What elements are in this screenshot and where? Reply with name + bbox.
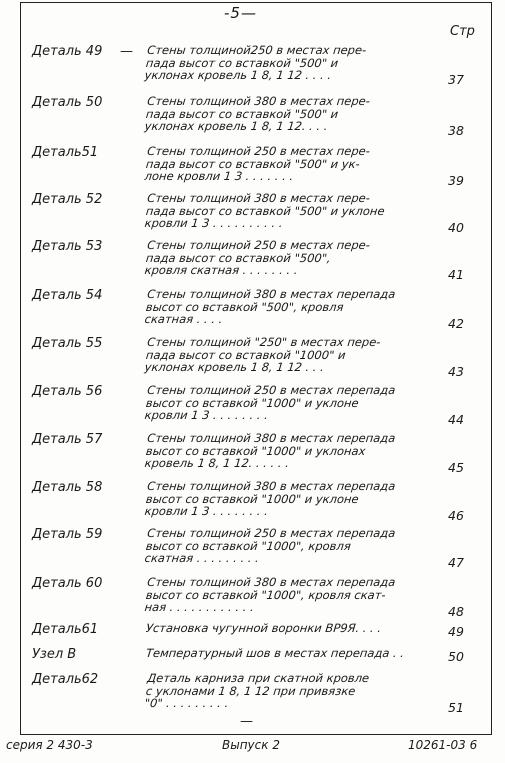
description-line: высот со вставкой "1000", кровля [145,538,352,553]
description-line: Стены толщиной 250 в местах перепада [146,526,397,540]
entry-label: Деталь 57 [32,432,103,447]
entry-description [144,672,438,710]
description-line: кровли 1 3 . . . . . . . . [143,504,269,518]
description-line: Стены толщиной 380 в местах перепада [146,431,397,445]
description-line: кровли 1 3 . . . . . . . . . . [143,216,284,230]
description-line: Деталь карниза при скатной кровле [146,671,370,685]
entry-page-number: 51 [448,700,464,715]
entry-label: Деталь 54 [32,288,103,303]
description-line: Стены толщиной "250" в местах пере- [146,335,382,349]
entry-label: Деталь 58 [32,480,103,495]
entry-page-number: 37 [448,72,464,87]
entry-description [144,576,438,614]
entry-label: Деталь 56 [32,384,103,399]
entry-page-number: 40 [448,220,464,235]
entry-description [144,145,438,183]
description-line: пада высот со вставкой "500", [145,250,332,265]
description-line: пада высот со вставкой "500" и уклоне [145,203,386,218]
entry-description [144,288,438,326]
description-line: кровля скатная . . . . . . . . [143,263,299,277]
page-column-header: Стр [450,24,475,39]
entry-description [144,192,438,230]
description-line: лоне кровли 1 3 . . . . . . . [143,169,295,183]
entry-description [144,44,438,82]
entry-label: Деталь 59 [32,527,103,542]
entry-page-number: 45 [448,460,464,475]
end-mark: — [240,714,253,729]
entry-page-number: 44 [448,412,464,427]
entry-page-number: 42 [448,316,464,331]
description-line: кровли 1 3 . . . . . . . . [143,408,269,422]
entry-description [144,527,438,565]
description-line: Стены толщиной 380 в местах перепада [146,479,397,493]
entry-label: Деталь 50 [32,95,103,110]
entry-page-number: 41 [448,267,464,282]
entry-page-number: 38 [448,123,464,138]
entry-description [145,622,436,635]
entry-label: Узел В [32,647,77,662]
description-line: Температурный шов в местах перепада . . [145,646,405,660]
footer-series: серия 2 430-3 [6,738,93,752]
entry-description [144,95,438,133]
entry-label: Деталь51 [32,145,99,160]
description-line: Стены толщиной 250 в местах пере- [146,238,371,252]
entry-label: Деталь62 [32,672,99,687]
entry-page-number: 47 [448,555,464,570]
description-line: высот со вставкой "1000" и уклонах [145,443,367,458]
description-line: Стены толщиной250 в местах пере- [146,43,367,57]
description-line: Стены толщиной 250 в местах пере- [146,144,371,158]
description-line: с уклонами 1 8, 1 12 при привязке [145,683,357,698]
description-line: пада высот со вставкой "500" и [145,55,339,70]
entry-page-number: 48 [448,604,464,619]
description-line: высот со вставкой "500", кровля [145,299,345,314]
entry-dash: — [120,44,133,59]
entry-label: Деталь 53 [32,239,103,254]
description-line: пада высот со вставкой "1000" и [145,347,347,362]
entry-description [145,647,436,660]
description-line: Стены толщиной 380 в местах пере- [146,191,371,205]
description-line: Стены толщиной 380 в местах перепада [146,287,397,301]
entry-label: Деталь61 [32,622,99,637]
entry-description [144,480,438,518]
description-line: уклонах кровель 1 8, 1 12 . . . [143,360,325,374]
description-line: пада высот со вставкой "500" и ук- [145,156,361,171]
entry-page-number: 39 [448,173,464,188]
description-line: Установка чугунной воронки ВР9Я. . . . [145,621,382,635]
description-line: ная . . . . . . . . . . . . [143,600,255,614]
entry-page-number: 50 [448,649,464,664]
description-line: скатная . . . . . . . . . [143,551,260,565]
entry-description [144,384,438,422]
entry-description [144,239,438,277]
entry-label: Деталь 52 [32,192,103,207]
entry-label: Деталь 49 [32,44,103,59]
footer-issue: Выпуск 2 [222,738,280,752]
description-line: Стены толщиной 380 в местах пере- [146,94,371,108]
page-number: -5— [224,4,257,22]
description-line: уклонах кровель 1 8, 1 12 . . . . [143,68,332,82]
description-line: кровель 1 8, 1 12. . . . . . [143,456,290,470]
entry-page-number: 49 [448,624,464,639]
footer-doc-code: 10261-03 6 [408,738,478,752]
description-line: пада высот со вставкой "500" и [145,106,339,121]
entry-description [144,432,438,470]
description-line: Стены толщиной 250 в местах перепада [146,383,397,397]
entry-label: Деталь 55 [32,336,103,351]
entry-page-number: 46 [448,508,464,523]
description-line: высот со вставкой "1000" и уклоне [145,491,360,506]
description-line: Стены толщиной 380 в местах перепада [146,575,397,589]
description-line: уклонах кровель 1 8, 1 12. . . . [143,119,329,133]
entry-description [144,336,438,374]
description-line: "0" . . . . . . . . . [143,696,230,710]
entry-page-number: 43 [448,364,464,379]
entry-label: Деталь 60 [32,576,103,591]
description-line: высот со вставкой "1000", кровля скат- [145,587,387,602]
description-line: высот со вставкой "1000" и уклоне [145,395,360,410]
description-line: скатная . . . . [143,312,224,326]
